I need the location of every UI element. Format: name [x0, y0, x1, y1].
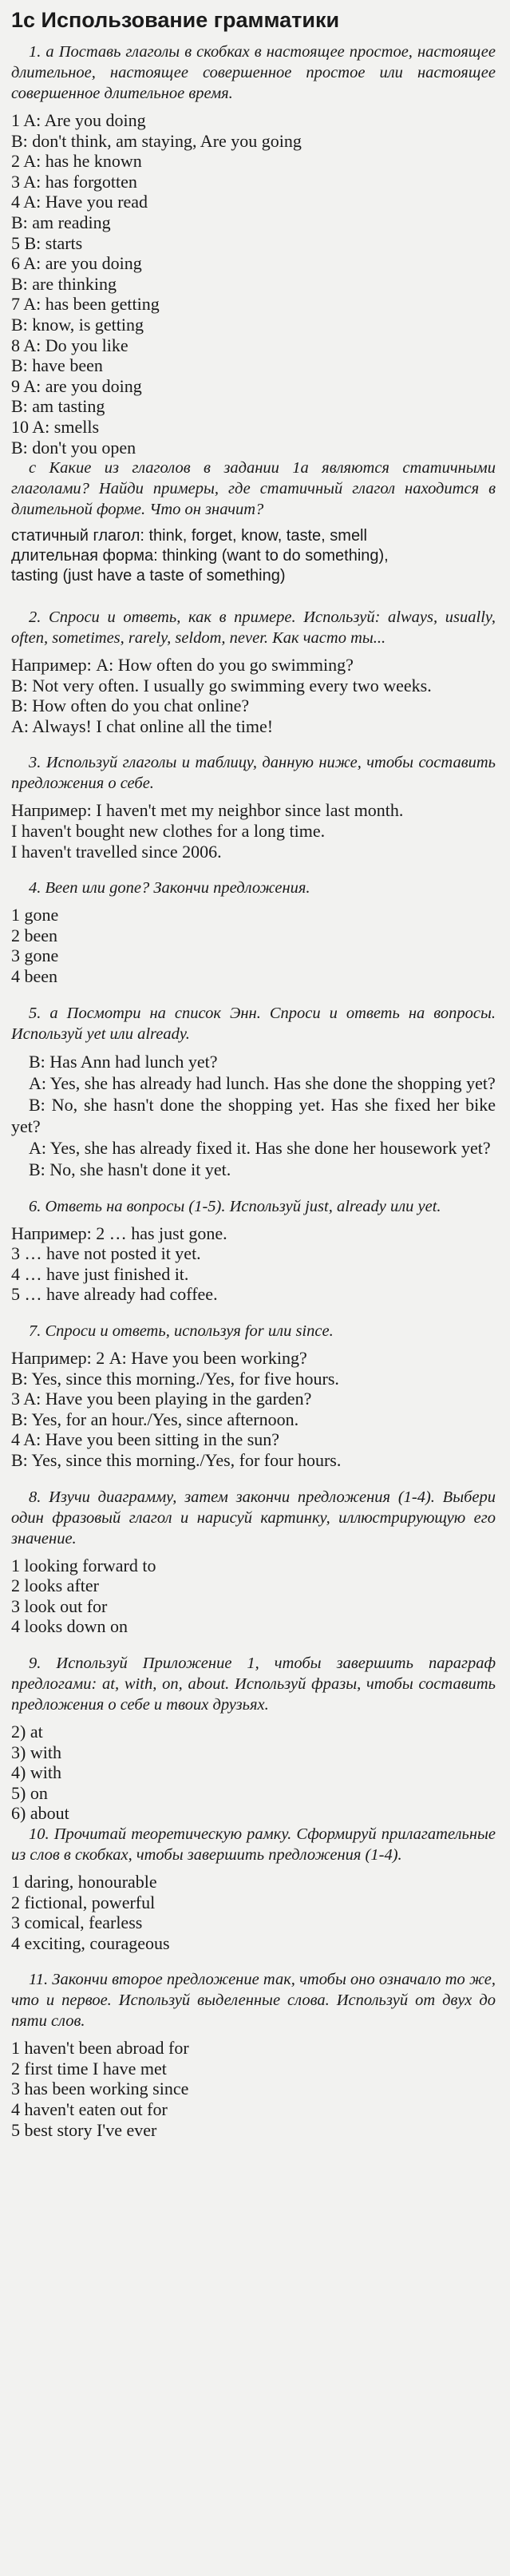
exercise-1c-answers: [11, 526, 496, 586]
answer-line: 4 haven't eaten out for: [11, 2099, 168, 2120]
answer-line: 4 A: Have you read: [11, 192, 148, 212]
exercise-5-instruction: 5. а Посмотри на список Энн. Спроси и ответь на вопросы. Используй yet или already.: [11, 1004, 496, 1043]
answer-line: Например: 2 A: Have you been working?: [11, 1348, 307, 1368]
answer-line: B: know, is getting: [11, 314, 144, 335]
exercise-11: [11, 1969, 496, 2140]
answer-line: 5) on: [11, 1782, 48, 1803]
exercise-7: [11, 1321, 496, 1471]
page-title: 1c Использование грамматики: [11, 8, 340, 32]
answer-line: 3 … have not posted it yet.: [11, 1243, 201, 1264]
exercise-2: [11, 607, 496, 736]
answer-line: 3) with: [11, 1742, 61, 1762]
answer-line: 4 looks down on: [11, 1616, 128, 1637]
answer-line: B: Not very often. I usually go swimming every two weeks.: [11, 675, 432, 696]
answer-line: B: How often do you chat online?: [11, 696, 250, 716]
exercise-4-instruction: 4. Been или gone? Закончи предложения.: [29, 879, 310, 898]
answer-line: 3 A: has forgotten: [11, 171, 137, 192]
exercise-3: [11, 752, 496, 862]
answer-line: 2 looks after: [11, 1575, 99, 1596]
answer-line: 4 A: Have you been sitting in the sun?: [11, 1429, 280, 1450]
answer-line: tasting (just have a taste of something): [11, 567, 286, 585]
answer-line: 2) at: [11, 1721, 43, 1742]
exercise-1: [11, 42, 496, 586]
answer-line: B: Yes, since this morning./Yes, for four hours.: [11, 1449, 342, 1470]
answer-line: 1 haven't been abroad for: [11, 2038, 189, 2059]
exercise-2-instruction: 2. Спроси и ответь, как в примере. Используй: always, usually, often, sometimes, rarely, seldom, never. Как часто ты...: [11, 608, 496, 648]
exercise-8-instruction: 8. Изучи диаграмму, затем закончи предложения (1-4). Выбери один фразовый глагол и нарисуй картинку, иллюстрирующую его значение.: [11, 1488, 496, 1548]
exercise-5: [11, 1003, 496, 1180]
answer-line: 3 has been working since: [11, 2079, 189, 2099]
answer-line: статичный глагол: think, forget, know, taste, smell: [11, 527, 367, 545]
answer-line: 5 … have already had coffee.: [11, 1284, 218, 1305]
answer-line: 1 gone: [11, 905, 59, 925]
answer-line: 10 A: smells: [11, 416, 100, 437]
answer-line: 2 first time I have met: [11, 2058, 167, 2079]
exercise-1-instruction: 1. a Поставь глаголы в скобках в настоящее простое, настоящее длительное, настоящее совершенное простое или настоящее совершенное длительное время.: [11, 43, 496, 102]
answer-line: B: don't you open: [11, 437, 136, 458]
answer-line: 5 best story I've ever: [11, 2119, 157, 2140]
answer-line: 1 looking forward to: [11, 1555, 156, 1575]
exercise-9-instruction: 9. Используй Приложение 1, чтобы завершить параграф предлогами: at, with, on, about. Используй фразы, чтобы составить предложения о себе и твоих друзьях.: [11, 1654, 496, 1714]
answer-line: 4 exciting, courageous: [11, 1932, 170, 1953]
answer-line: 1 A: Are you doing: [11, 110, 146, 130]
answer-line: 3 look out for: [11, 1595, 108, 1616]
answer-line: 3 A: Have you been playing in the garden?: [11, 1389, 312, 1409]
answer-line: 2 fictional, powerful: [11, 1892, 156, 1912]
answer-line: B: don't think, am staying, Are you going: [11, 130, 302, 151]
answer-line: 5 B: starts: [11, 232, 83, 253]
answer-line: 9 A: are you doing: [11, 375, 142, 396]
answer-paragraph: B: Has Ann had lunch yet?: [29, 1051, 218, 1072]
answer-line: B: are thinking: [11, 273, 117, 294]
answer-line: длительная форма: thinking (want to do something),: [11, 547, 389, 565]
answer-paragraph: A: Yes, she has already had lunch. Has she done the shopping yet?: [29, 1072, 496, 1093]
answer-line: 4 … have just finished it.: [11, 1263, 189, 1284]
answer-line: 2 been: [11, 925, 58, 945]
exercise-11-instruction: 11. Закончи второе предложение так, чтобы оно означало то же, что и первое. Используй выделенные слова. Используй от двух до пяти слов.: [11, 1971, 496, 2031]
answer-line: I haven't travelled since 2006.: [11, 841, 222, 862]
answer-line: B: Yes, for an hour./Yes, since afternoon.: [11, 1409, 299, 1429]
answer-line: Например: A: How often do you go swimming?: [11, 655, 354, 676]
answer-line: Например: 2 … has just gone.: [11, 1223, 227, 1243]
answer-line: 8 A: Do you like: [11, 335, 128, 355]
exercise-10: [11, 1824, 496, 1953]
answer-line: Например: I haven't met my neighbor since last month.: [11, 800, 404, 821]
exercise-9: [11, 1653, 496, 1824]
answer-line: 1 daring, honourable: [11, 1871, 157, 1892]
exercise-1-answers: [11, 110, 496, 458]
answer-line: 7 A: has been getting: [11, 294, 160, 315]
answer-line: 3 gone: [11, 945, 59, 966]
answer-line: 4) with: [11, 1762, 61, 1783]
exercise-8: [11, 1487, 496, 1637]
answer-line: B: am tasting: [11, 396, 105, 417]
exercise-6-instruction: 6. Ответь на вопросы (1-5). Используй just, already или yet.: [29, 1197, 441, 1215]
answer-paragraph: B: No, she hasn't done the shopping yet. Has she fixed her bike yet?: [11, 1094, 496, 1136]
answer-line: 4 been: [11, 966, 58, 987]
exercise-10-instruction: 10. Прочитай теоретическую рамку. Сформируй прилагательные из слов в скобках, чтобы завершить предложения (1-4).: [11, 1825, 496, 1864]
answer-line: I haven't bought new clothes for a long time.: [11, 821, 326, 842]
answer-line: B: Yes, since this morning./Yes, for five hours.: [11, 1368, 339, 1389]
answer-line: B: have been: [11, 355, 103, 376]
answer-paragraph: B: No, she hasn't done it yet.: [29, 1159, 231, 1179]
exercise-7-instruction: 7. Спроси и ответь, используя for или since.: [29, 1322, 334, 1340]
exercise-3-instruction: 3. Используй глаголы и таблицу, данную ниже, чтобы составить предложения о себе.: [11, 754, 496, 793]
answer-line: 6) about: [11, 1803, 69, 1824]
answer-paragraph: A: Yes, she has already fixed it. Has she done her housework yet?: [29, 1137, 491, 1158]
answer-line: A: Always! I chat online all the time!: [11, 715, 274, 736]
exercise-1c-instruction: c Какие из глаголов в задании 1a являются статичными глаголами? Найди примеры, где статичный глагол находится в длительной форме. Что он значит?: [11, 459, 496, 519]
exercise-6: [11, 1196, 496, 1305]
answer-line: B: am reading: [11, 212, 111, 232]
answer-line: 6 A: are you doing: [11, 253, 142, 274]
answer-line: 2 A: has he known: [11, 151, 142, 172]
answer-line: 3 comical, fearless: [11, 1912, 143, 1933]
exercise-4: [11, 878, 496, 986]
